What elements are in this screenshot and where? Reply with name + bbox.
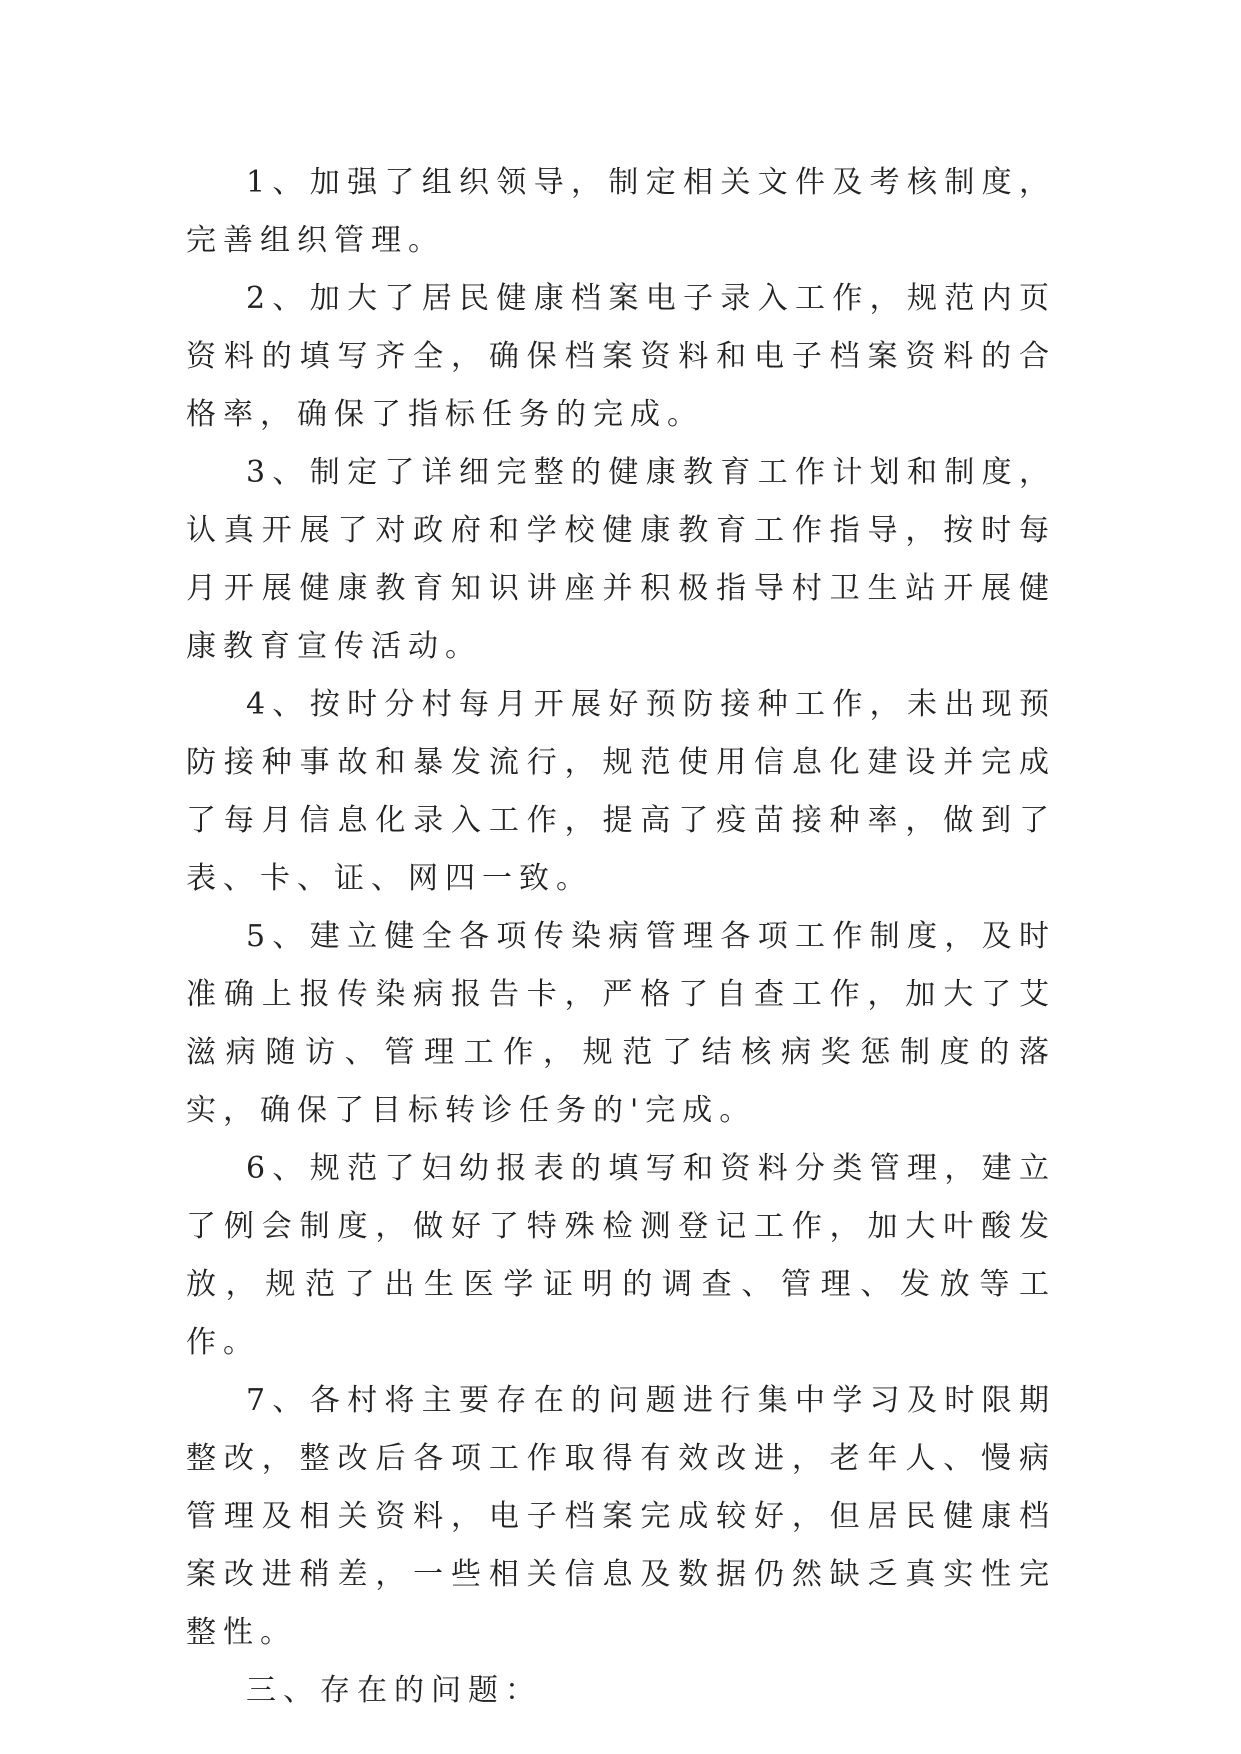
paragraph-3: 3、制定了详细完整的健康教育工作计划和制度，认真开展了对政府和学校健康教育工作指导，按时每月开展健康教育知识讲座并积极指导村卫生站开展健康教育宣传活动。	[186, 455, 1056, 664]
paragraph-5: 5、建立健全各项传染病管理各项工作制度，及时准确上报传染病报告卡，严格了自查工作，加大了艾滋病随访、管理工作，规范了结核病奖惩制度的落实，确保了目标转诊任务的'完成。	[186, 919, 1056, 1128]
paragraph-2: 2、加大了居民健康档案电子录入工作，规范内页资料的填写齐全，确保档案资料和电子档案资料的合格率，确保了指标任务的完成。	[186, 281, 1056, 432]
paragraph-7: 7、各村将主要存在的问题进行集中学习及时限期整改，整改后各项工作取得有效改进，老年人、慢病管理及相关资料，电子档案完成较好，但居民健康档案改进稍差，一些相关信息及数据仍然缺乏真实性完整性。	[186, 1383, 1056, 1650]
paragraph-1: 1、加强了组织领导，制定相关文件及考核制度，完善组织管理。	[186, 165, 1056, 258]
paragraph-4: 4、按时分村每月开展好预防接种工作，未出现预防接种事故和暴发流行，规范使用信息化建设并完成了每月信息化录入工作，提高了疫苗接种率，做到了表、卡、证、网四一致。	[186, 687, 1056, 896]
document-body	[186, 154, 1056, 1720]
paragraph-6: 6、规范了妇幼报表的填写和资料分类管理，建立了例会制度，做好了特殊检测登记工作，加大叶酸发放，规范了出生医学证明的调查、管理、发放等工作。	[186, 1151, 1056, 1360]
section-heading-problems: 三、存在的问题：	[246, 1673, 542, 1708]
